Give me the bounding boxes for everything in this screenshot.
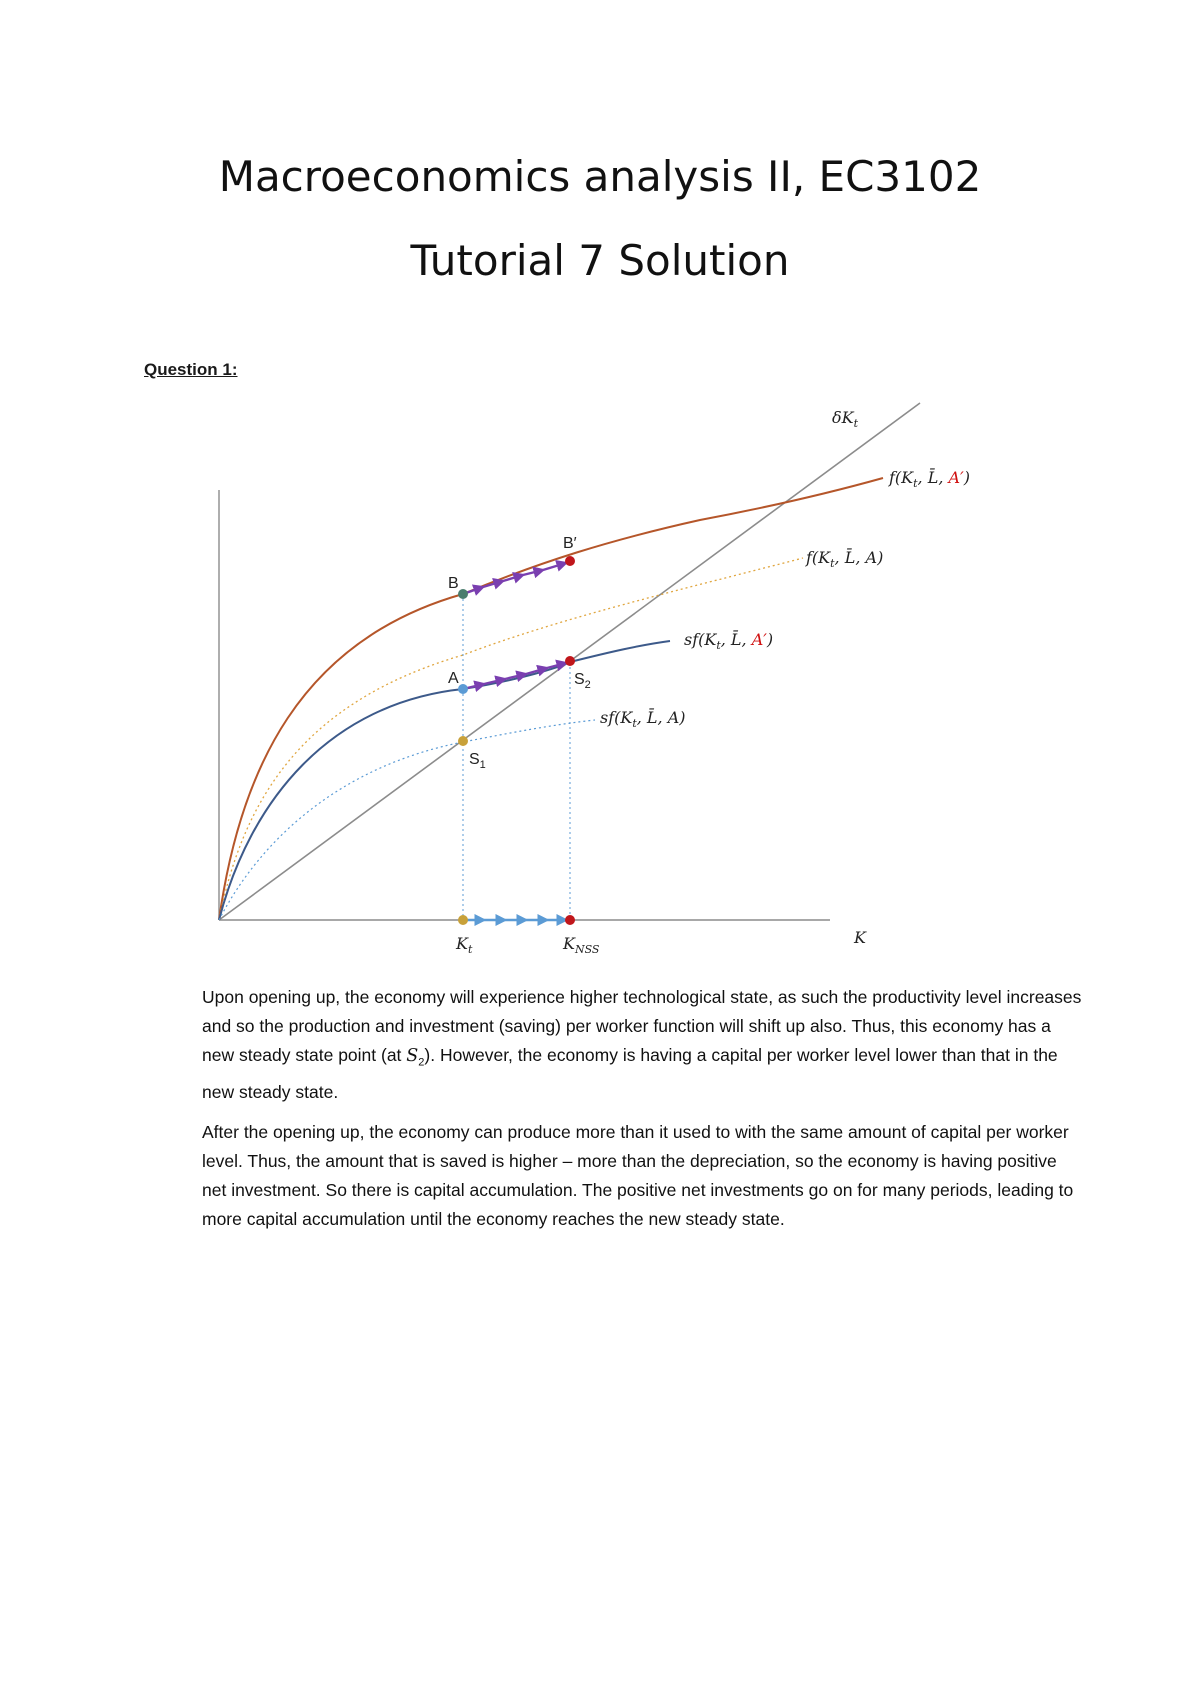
label-s1: $S_1$ bbox=[469, 751, 486, 771]
question-heading: Question 1: bbox=[144, 360, 238, 379]
label-b-prime: B′ bbox=[563, 535, 577, 552]
label-s2: $S_2$ bbox=[574, 671, 591, 691]
point-knss bbox=[565, 915, 575, 925]
point-b-prime bbox=[565, 556, 575, 566]
paragraph-2: After the opening up, the economy can produce more than it used to with the same amount of capital per worker level. Thus, the amount that is saved is higher – more than the depreciation, so the economy is having positive net investment. So there is capital accumulation. The positive net investments go on for many periods, leading to more capital accumulation until the economy reaches the new steady state. bbox=[202, 1122, 1074, 1229]
label-sf-new: $sf(K_t$, L̄, A′) bbox=[684, 630, 774, 652]
sf-new-curve bbox=[219, 641, 670, 920]
label-a: A bbox=[448, 670, 459, 687]
f-new-curve bbox=[219, 478, 883, 920]
paragraph-1: Upon opening up, the economy will experience higher technological state, as such the productivity level increases and so the production and investment (saving) per worker function will shift up also. Thus, this economy has a new steady state point (at $S_2$). However, the economy is having a capital per worker level lower than that in the new steady state. bbox=[202, 987, 1082, 1102]
solow-diagram bbox=[0, 390, 1200, 970]
point-b bbox=[458, 589, 468, 599]
point-kt bbox=[458, 915, 468, 925]
point-s2 bbox=[565, 656, 575, 666]
label-kt: $K_t$ bbox=[456, 934, 473, 956]
point-s1 bbox=[458, 736, 468, 746]
document-subtitle: Tutorial 7 Solution bbox=[410, 236, 790, 285]
sf-old-curve bbox=[219, 720, 595, 920]
point-a bbox=[458, 684, 468, 694]
label-f-new: $f(K_t$, L̄, A′) bbox=[889, 468, 970, 490]
f-old-curve bbox=[219, 558, 803, 920]
label-knss: $K_{NSS}$ bbox=[563, 934, 600, 956]
label-f-old: $f(K_t$, L̄, A) bbox=[806, 548, 884, 570]
label-b: B bbox=[448, 575, 459, 592]
x-axis-label: K bbox=[854, 928, 866, 947]
label-sf-old: $sf(K_t$, L̄, A) bbox=[600, 708, 686, 730]
arrows-b-to-bprime bbox=[463, 563, 566, 594]
label-depreciation: $\delta K_t$ bbox=[832, 408, 859, 430]
document-title: Macroeconomics analysis II, EC3102 bbox=[218, 152, 982, 201]
